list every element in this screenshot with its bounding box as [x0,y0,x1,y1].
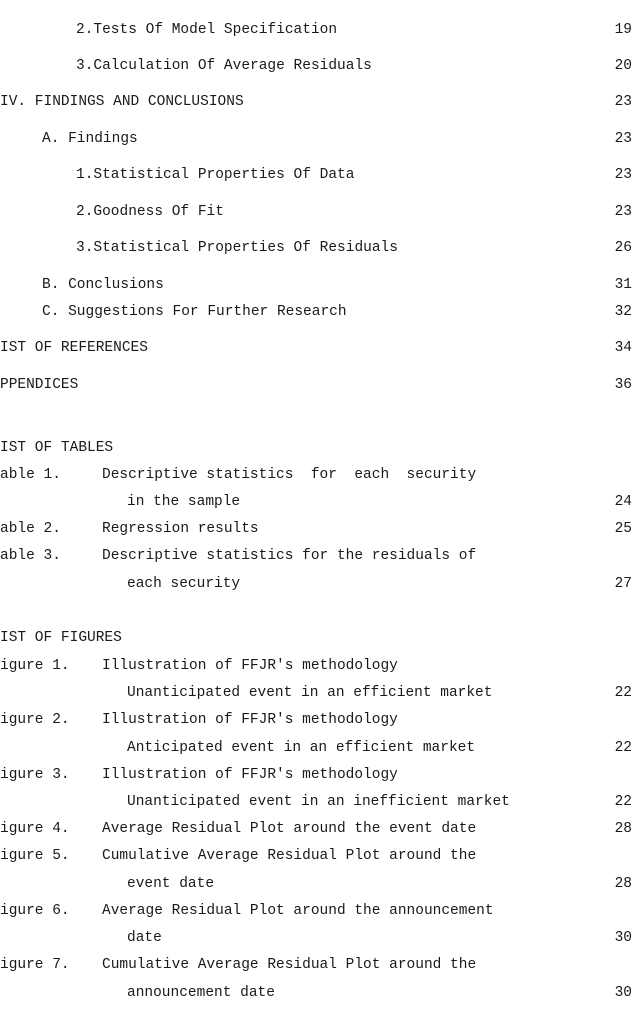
table-entry [0,546,634,566]
toc-entry [0,92,634,112]
table-entry-label: able 3. [0,548,61,564]
toc-entry-page: 36 [614,377,632,393]
figure-entry-continuation [0,874,634,894]
toc-entry [0,275,634,295]
toc-entry-page: 34 [614,340,632,356]
toc-entry-page: 23 [614,94,632,110]
table-entry-page: 25 [614,521,632,537]
toc-entry [0,238,634,258]
table-entry-title: Descriptive statistics for each security [102,467,477,483]
figure-entry-title: Illustration of FFJR's methodology [102,712,398,728]
figure-entry-continuation [0,738,634,758]
toc-entry [0,20,634,40]
toc-entry-title: C. Suggestions For Further Research [42,304,347,320]
toc-entry-title: PPENDICES [0,377,79,393]
toc-entry-page: 32 [614,304,632,320]
figure-entry-label: igure 4. [0,821,70,837]
table-entry-title: Descriptive statistics for the residuals of [102,548,477,564]
toc-entry-page: 26 [614,240,632,256]
table-entry [0,465,634,485]
figure-entry-title: Cumulative Average Residual Plot around the [102,957,477,973]
toc-entry-title: 3.Calculation Of Average Residuals [76,58,372,74]
toc-entry-page: 23 [614,204,632,220]
toc-entry-page: 23 [614,131,632,147]
toc-entry-page: 20 [614,58,632,74]
list-of-figures-heading: IST OF FIGURES [0,630,122,646]
toc-entry-page: 19 [614,22,632,38]
table-entry-title-line2: each security [127,576,241,592]
table-entry-title-line2: in the sample [127,494,241,510]
figure-entry [0,710,634,730]
figure-entry-continuation [0,983,634,1003]
toc-entry-title: 1.Statistical Properties Of Data [76,167,355,183]
toc-entry-title: 3.Statistical Properties Of Residuals [76,240,398,256]
figure-entry-title-line2: event date [127,876,215,892]
figure-entry [0,955,634,975]
figure-entry-title: Illustration of FFJR's methodology [102,658,398,674]
figure-entry-title: Average Residual Plot around the event date [102,821,477,837]
figure-entry-page: 28 [614,876,632,892]
figure-entry-page: 30 [614,930,632,946]
figure-entry-title-line2: date [127,930,162,946]
figure-entry [0,846,634,866]
toc-entry-page: 31 [614,277,632,293]
toc-entry-title: A. Findings [42,131,138,147]
figure-entry-title-line2: Anticipated event in an efficient market [127,740,476,756]
figure-entry [0,901,634,921]
toc-entry [0,338,634,358]
toc-entry-title: IV. FINDINGS AND CONCLUSIONS [0,94,244,110]
toc-entry-page: 23 [614,167,632,183]
figure-entry-label: igure 7. [0,957,70,973]
figure-entry [0,765,634,785]
figure-entry-title-line2: announcement date [127,985,275,1001]
figure-entry-continuation [0,792,634,812]
figure-entry-title: Average Residual Plot around the announcement [102,903,494,919]
figure-entry [0,656,634,676]
figure-entry-title-line2: Unanticipated event in an efficient market [127,685,493,701]
figure-entry-title-line2: Unanticipated event in an inefficient market [127,794,510,810]
table-entry-continuation [0,574,634,594]
toc-entry [0,302,634,322]
figure-entry-label: igure 1. [0,658,70,674]
toc-entry-title: IST OF REFERENCES [0,340,148,356]
toc-entry [0,165,634,185]
figure-entry-continuation [0,683,634,703]
figure-entry-page: 22 [614,794,632,810]
figure-entry-continuation [0,928,634,948]
toc-entry-title: 2.Tests Of Model Specification [76,22,338,38]
figure-entry-page: 28 [614,821,632,837]
list-of-tables-heading: IST OF TABLES [0,440,114,456]
figure-entry-page: 22 [614,740,632,756]
toc-entry [0,129,634,149]
figure-entry-label: igure 5. [0,848,70,864]
table-entry-page: 27 [614,576,632,592]
table-entry [0,519,634,539]
figure-entry [0,819,634,839]
figure-entry-label: igure 6. [0,903,70,919]
table-entry-title: Regression results [102,521,259,537]
table-entry-page: 24 [614,494,632,510]
toc-entry [0,56,634,76]
figure-entry-title: Cumulative Average Residual Plot around the [102,848,477,864]
toc-entry [0,375,634,395]
table-entry-label: able 2. [0,521,61,537]
toc-entry [0,202,634,222]
toc-entry-title: B. Conclusions [42,277,164,293]
table-entry-label: able 1. [0,467,61,483]
figure-entry-label: igure 3. [0,767,70,783]
table-entry-continuation [0,492,634,512]
figure-entry-label: igure 2. [0,712,70,728]
figure-entry-page: 30 [614,985,632,1001]
figure-entry-page: 22 [614,685,632,701]
figure-entry-title: Illustration of FFJR's methodology [102,767,398,783]
toc-entry-title: 2.Goodness Of Fit [76,204,224,220]
